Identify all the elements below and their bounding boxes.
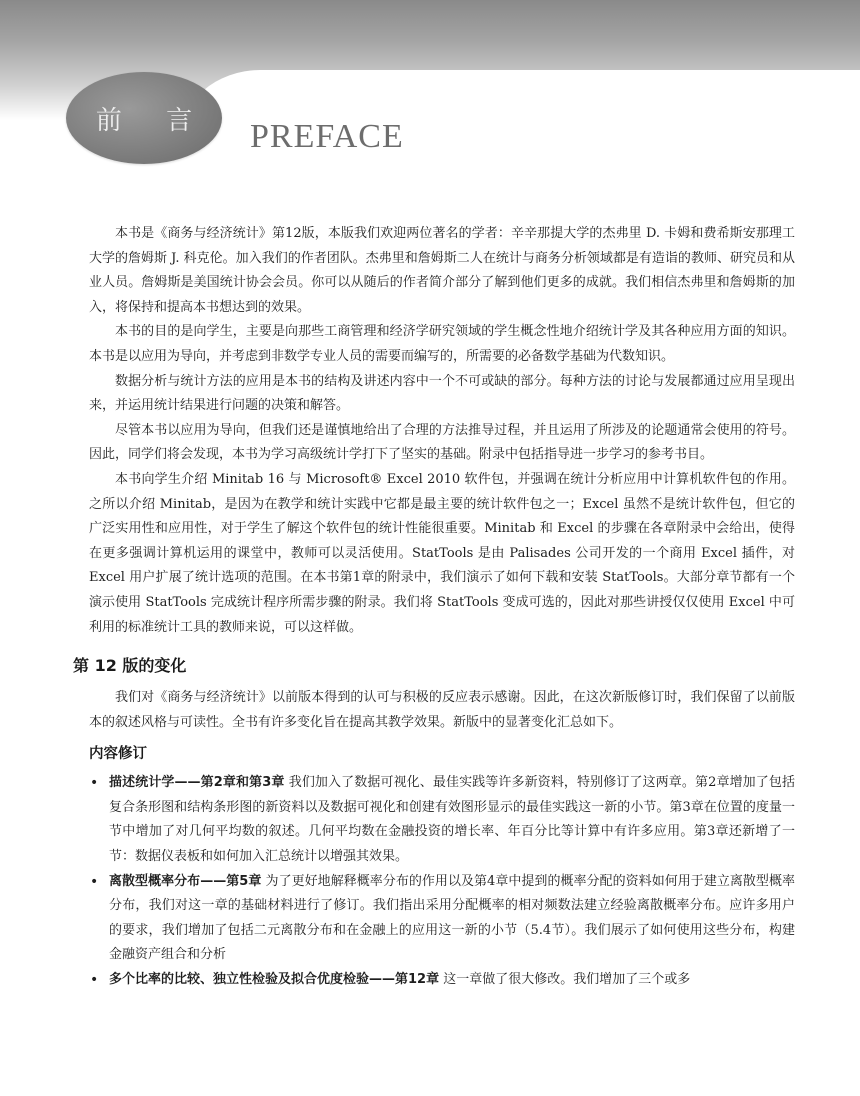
list-item — [89, 968, 795, 993]
subsection-heading: 内容修订 — [89, 746, 147, 763]
bullet-title: 离散型概率分布——第5章 — [109, 873, 262, 889]
list-item — [89, 771, 795, 869]
bullet-title: 多个比率的比较、独立性检验及拟合优度检验——第12章 — [109, 972, 440, 988]
section-heading: 第 12 版的变化 — [73, 656, 187, 676]
paragraph: 本书向学生介绍 Minitab 16 与 Microsoft® Excel 2010 软件包，并强调在统计分析应用中计算机软件包的作用。之所以介绍 Minitab，是因为在教学和统计实践中它都是最主要的统计软件包之一；Excel 虽然不是统计软件包，但它的广泛实用性和应用性，对于学生了解这个软件包的统计性能很重要。Minitab 和 Excel 的步骤在各章附录中会给出，使得在更多强调计算机运用的课堂中，教师可以灵活使用。StatTools 是由 Palisades 公司开发的一个商用 Excel 插件，对 Excel 用户扩展了统计选项的范围。在本书第1章的附录中，我们演示了如何下载和安装 StatTools。大部分章节都有一个演示使用 StatTools 完成统计程序所需步骤的附录。我们将 StatTools 变成可选的，因此对那些讲授仅仅使用 Excel 中可利用的标准统计工具的教师来说，可以这样做。 — [89, 471, 795, 635]
bullet-list — [89, 771, 795, 992]
bullet-text: 这一章做了很大修改。我们增加了三个或多 — [443, 972, 691, 988]
bullet-title: 描述统计学——第2章和第3章 — [109, 775, 285, 791]
badge-text: 前 言 — [95, 105, 211, 136]
paragraph: 本书的目的是向学生，主要是向那些工商管理和经济学研究领域的学生概念性地介绍统计学及其各种应用方面的知识。本书是以应用为导向，并考虑到非数学专业人员的需要而编写的，所需要的必备数学基础为代数知识。 — [89, 324, 795, 364]
document-body — [73, 222, 795, 993]
paragraph: 尽管本书以应用为导向，但我们还是谨慎地给出了合理的方法推导过程，并且运用了所涉及的论题通常会使用的符号。因此，同学们将会发现，本书为学习高级统计学打下了坚实的基础。附录中包括指导进一步学习的参考书目。 — [89, 422, 795, 463]
bullet-text: 为了更好地解释概率分布的作用以及第4章中提到的概率分配的资料如何用于建立离散型概率分布，我们对这一章的基础材料进行了修订。我们指出采用分配概率的相对频数法建立经验离散概率分布。应许多用户的要求，我们增加了包括二元离散分布和在金融上的应用这一新的小节（5.4节）。我们展示了如何使用这些分布，构建金融资产组合和分析 — [109, 873, 795, 963]
list-item — [89, 870, 795, 968]
bullet-text: 我们加入了数据可视化、最佳实践等许多新资料，特别修订了这两章。第2章增加了包括复合条形图和结构条形图的新资料以及数据可视化和创建有效图形显示的最佳实践这一新的小节。第3章在位置的度量一节中增加了对几何平均数的叙述。几何平均数在金融投资的增长率、年百分比等计算中有许多应用。第3章还新增了一节：数据仪表板和如何加入汇总统计以增强其效果。 — [109, 775, 795, 865]
page-title: PREFACE — [250, 118, 404, 155]
paragraph: 数据分析与统计方法的应用是本书的结构及讲述内容中一个不可或缺的部分。每种方法的讨论与发展都通过应用呈现出来，并运用统计结果进行问题的决策和解答。 — [89, 373, 795, 414]
paragraph: 本书是《商务与经济统计》第12版，本版我们欢迎两位著名的学者：辛辛那提大学的杰弗里 D. 卡姆和费希斯安那理工大学的詹姆斯 J. 科克伦。加入我们的作者团队。杰弗里和詹姆斯二人在统计与商务分析领域都是有造诣的教师、研究员和从业人员。詹姆斯是美国统计协会会员。你可以从随后的作者简介部分了解到他们更多的成就。我们相信杰弗里和詹姆斯的加入，将保持和提高本书想达到的效果。 — [89, 226, 795, 315]
preface-badge — [66, 72, 222, 164]
paragraph: 我们对《商务与经济统计》以前版本得到的认可与积极的反应表示感谢。因此，在这次新版修订时，我们保留了以前版本的叙述风格与可读性。全书有许多变化旨在提高其教学效果。新版中的显著变化汇总如下。 — [89, 690, 795, 730]
